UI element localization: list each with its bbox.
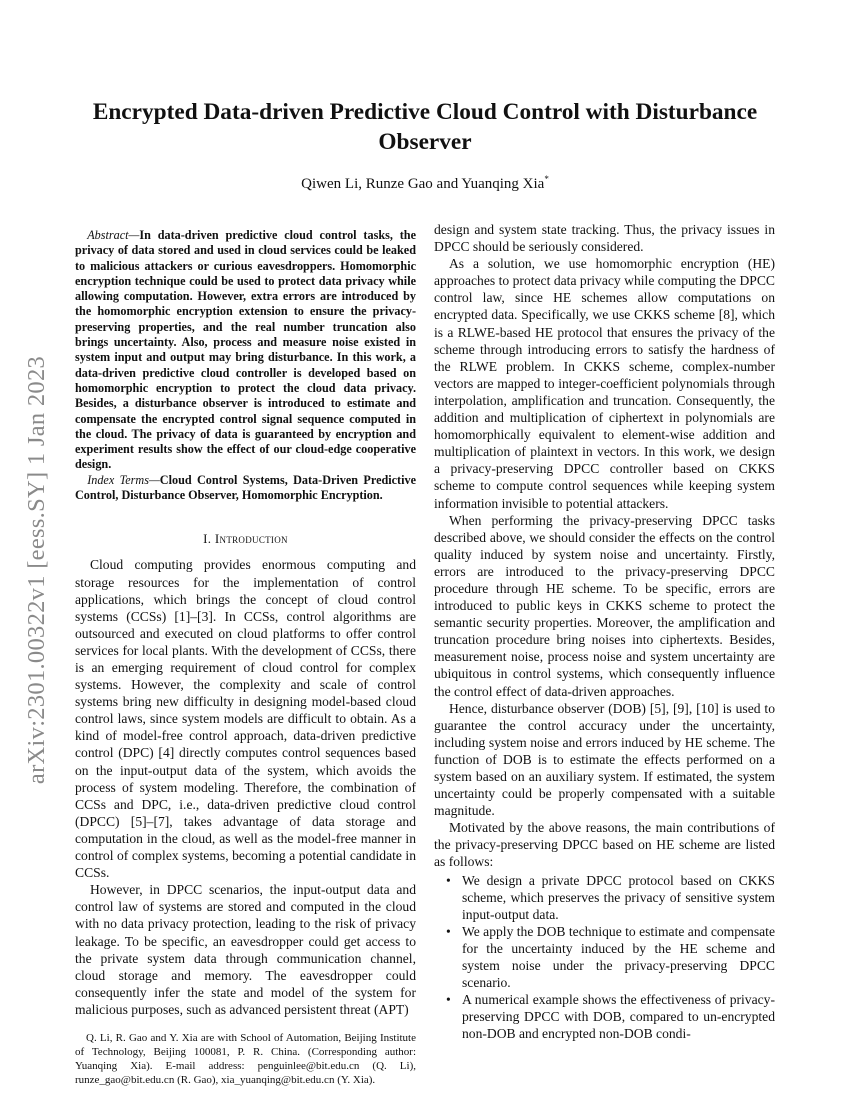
intro-paragraph: When performing the privacy-preserving DPCC tasks described above, we should consider the effects on the control quality induced by system noise and uncertainty. Firstly, errors are introduced to the privacy-preserving DPCC procedure through HE scheme. To be specific, errors are introduced to public keys in CKKS scheme to protect the semantic security properties. Moreover, the amplification and truncation procedure bring noises into ciphertexts. Besides, measurement noise, process noise and system uncertainty are ubiquitous in control systems, which consequently influence the control effect of data-driven approaches. xyxy=(434,512,775,699)
intro-paragraph: Motivated by the above reasons, the main contributions of the privacy-preserving DPCC based on HE scheme are listed as follows: xyxy=(434,820,775,870)
section-heading-introduction xyxy=(75,530,416,547)
bullet-icon: • xyxy=(446,872,451,888)
author-line xyxy=(0,174,850,193)
intro-paragraph: Hence, disturbance observer (DOB) [5], [9], [10] is used to guarantee the control accuracy under the uncertainty, including system noise and errors induced by HE scheme. The function of DOB is to estimate the effects performed on a system based on an auxiliary system. If estimated, the system uncertainty could be properly compensated with a suitable magnitude. xyxy=(434,700,775,819)
contribution-text: We design a private DPCC protocol based on CKKS scheme, which preserves the privacy of sensitive system input-output data. xyxy=(462,872,775,922)
bullet-icon: • xyxy=(446,992,451,1008)
intro-paragraph-continued: design and system state tracking. Thus, the privacy issues in DPCC should be seriously considered. xyxy=(434,222,775,255)
intro-paragraph: Cloud computing provides enormous computing and storage resources for the implementation of control applications, which brings the concept of cloud control systems (CCSs) [1]–[3]. In CCSs, control algorithms are outsourced and executed on cloud platforms to offer control services for local plants. With the development of CCSs, there is an emerging requirement of cloud control for complex systems. However, the complexity and scale of control systems bring new difficulty in designing model-based cloud control laws, since system models are difficult to obtain. As a kind of model-free control approach, data-driven predictive control (DPC) [4] directly computes control sequences based on the input-output data of the system, which avoids the process of system modeling. Therefore, the combination of CCSs and DPC, i.e., data-driven predictive cloud control (DPCC) [5]–[7], takes advantage of data storage and computation in the cloud, as well as the model-free manner in control of complex systems, becoming a potential candidate in CCSs. xyxy=(75,557,416,881)
contributions-list xyxy=(434,872,775,1043)
section-heading-text: I. Introduction xyxy=(203,531,288,547)
paper-title: Encrypted Data-driven Predictive Cloud Control with Disturbance Observer xyxy=(92,99,758,155)
intro-paragraph: As a solution, we use homomorphic encryption (HE) approaches to protect data privacy while computing the DPCC control law, since HE schemes allow computations on encrypted data. Specifically, we use CKKS scheme [8], which is a RLWE-based HE protocol that ensures the privacy of the scheme through introducing errors to satisfy the hardness of the RLWE problem. In CKKS scheme, complex-number vectors are mapped to integer-coefficient polynomials through interpolation, amplification and truncation. Consequently, the addition and multiplication of ciphertext in polynomials are homomorphically equivalent to element-wise addition and multiplication of plaintext in vectors. In this work, we design a privacy-preserving DPCC controller based on CKKS scheme to compute control sequences while keeping system information invisible to potential attackers. xyxy=(434,256,775,511)
intro-paragraph: However, in DPCC scenarios, the input-output data and control law of systems are stored and computed in the cloud with no data privacy protection, leading to the risk of privacy leakage. To be specific, an eavesdropper could get access to the private system data through communication channel, cloud storage and memory. The eavesdropper could consequently infer the state and model of the system for malicious purposes, such as advanced persistent threat (APT) xyxy=(75,882,416,1017)
author-footnote: Q. Li, R. Gao and Y. Xia are with School of Automation, Beijing Institute of Technology, Beijing 100081, P. R. China. (Corresponding author: Yuanqing Xia). E-mail address: penguinlee@bit.edu.cn (Q. Li), runze_gao@bit.edu.cn (R. Gao), xia_yuanqing@bit.edu.cn (Y. Xia). xyxy=(75,1031,416,1086)
contribution-text: We apply the DOB technique to estimate and compensate for the uncertainty induced by the HE scheme and system noise under the privacy-preserving DPCC scenario. xyxy=(462,923,775,991)
arxiv-identifier xyxy=(12,250,62,890)
right-column xyxy=(434,221,775,1043)
abstract-label: Abstract— xyxy=(87,228,140,242)
bullet-icon: • xyxy=(446,923,451,939)
list-item xyxy=(446,991,775,1042)
index-terms-label: Index Terms— xyxy=(87,472,160,487)
index-terms-text: Cloud Control Systems, Data-Driven Predictive Control, Disturbance Observer, Homomorphic Encryption. xyxy=(75,472,416,503)
list-item xyxy=(446,923,775,991)
arxiv-identifier-text: arXiv:2301.00322v1 [eess.SY] 1 Jan 2023 xyxy=(23,355,50,785)
author-names: Qiwen Li, Runze Gao and Yuanqing Xia xyxy=(301,176,545,192)
list-item xyxy=(446,872,775,923)
abstract-text: In data-driven predictive cloud control tasks, the privacy of data stored and used in cloud services could be leaked to malicious attackers or curious eavesdroppers. Homomorphic encryption technique could be used to protect data privacy while allowing computation. However, extra errors are introduced by the homomorphic encryption extension to ensure the privacy-preserving properties, and the real number truncation also brings uncertainty. Also, process and measure noise existed in system input and output may bring disturbance. In this work, a data-driven predictive cloud controller is developed based on homomorphic encryption to protect the cloud data privacy. Besides, a disturbance observer is introduced to estimate and compensate the encrypted control signal sequence computed in the cloud. The privacy of data is guaranteed by encryption and experiment results show the effect of our cloud-edge cooperative design. xyxy=(75,228,416,472)
abstract xyxy=(75,228,416,473)
index-terms xyxy=(75,473,416,504)
left-column xyxy=(75,228,416,1098)
contribution-text: A numerical example shows the effectiveness of privacy-preserving DPCC with DOB, compared to un-encrypted non-DOB and encrypted non-DOB condi- xyxy=(462,992,775,1042)
corresponding-author-mark: * xyxy=(544,174,549,184)
